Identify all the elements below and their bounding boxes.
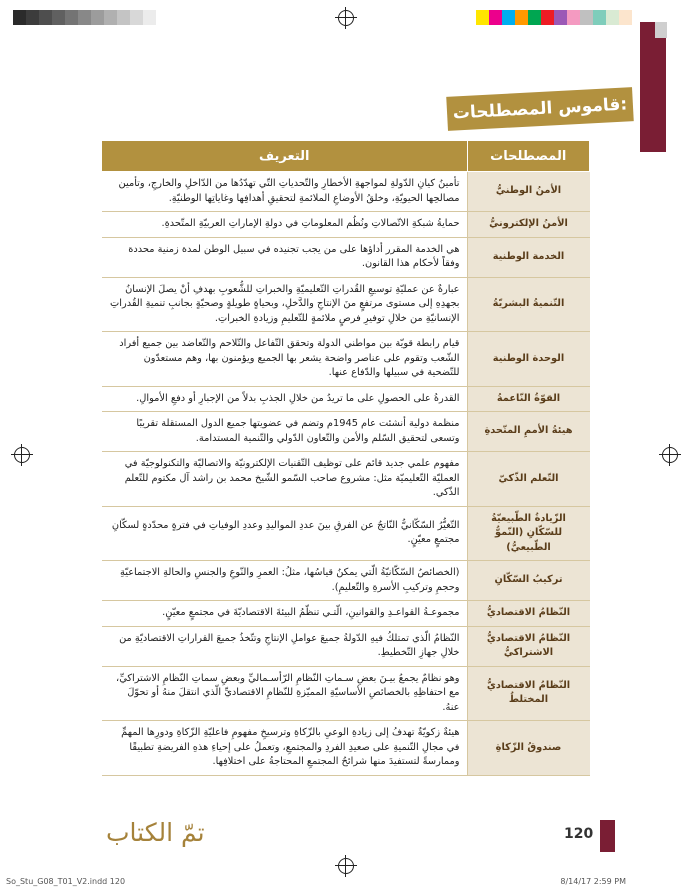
term-cell: الزّيادةُ الطّبيعيّةُ للسّكّانِ (النّموُّ الطّبيعيُّ) xyxy=(467,506,590,561)
glossary-row xyxy=(102,172,590,212)
color-swatch xyxy=(567,10,580,25)
grayscale-calibration-strip xyxy=(13,10,156,25)
glossary-row xyxy=(102,626,590,666)
glossary-row xyxy=(102,506,590,561)
chapter-tab-accent xyxy=(655,22,667,38)
page-number-bar xyxy=(600,820,615,852)
glossary-row xyxy=(102,452,590,507)
definition-cell: عبارةٌ عن عمليّةِ توسيعِ القُدراتِ التّعليميّةِ والخبراتِ للشُّعوبِ بهدفِ أنْ يصلَ الإنسانُ بجهدِهِ إلى مستوى مرتفعٍ منَ الإنتاجِ والدَّخلِ، وبحياةٍ طويلةٍ وصحيّةٍ بجانبِ تنميةِ القُدراتِ الإنسانيّةِ من خلالِ توفيرِ فرصٍ ملائمةٍ للتّعليمِ وزيادةِ الخبراتِ. xyxy=(102,277,468,332)
glossary-header-row xyxy=(102,141,590,172)
glossary-row xyxy=(102,721,590,776)
glossary-row xyxy=(102,561,590,601)
color-swatch xyxy=(580,10,593,25)
definition-cell: (الخصائصُ السّكّانيّةُ الّتي يمكنُ قياسُها، مثلُ: العمرِ والنّوعِ والجنسِ والحالةِ الاجتماعيّةِ وحجمِ وتركيبِ الأسرةِ والتّعليمِ). xyxy=(102,561,468,601)
header-term: المصطلحات xyxy=(467,141,590,172)
gray-swatch xyxy=(117,10,130,25)
registration-mark-left xyxy=(14,447,30,463)
color-calibration-strip xyxy=(476,10,632,25)
color-swatch xyxy=(619,10,632,25)
glossary-row xyxy=(102,212,590,238)
gray-swatch xyxy=(104,10,117,25)
end-of-book-text: تمّ الكتاب xyxy=(106,818,205,847)
glossary-row xyxy=(102,277,590,332)
term-cell: القوّةُ النّاعمةُ xyxy=(467,386,590,412)
registration-mark-right xyxy=(662,447,678,463)
gray-swatch xyxy=(26,10,39,25)
term-cell: الأمنُ الوطنيُّ xyxy=(467,172,590,212)
registration-mark-top xyxy=(338,10,354,26)
glossary-title-banner: قاموس المصطلحات: xyxy=(446,87,634,131)
glossary-row xyxy=(102,386,590,412)
glossary-row xyxy=(102,332,590,387)
gray-swatch xyxy=(39,10,52,25)
gray-swatch xyxy=(91,10,104,25)
term-cell: الخدمة الوطنية xyxy=(467,237,590,277)
term-cell: الأمنُ الإلكترونيُّ xyxy=(467,212,590,238)
page-number: 120 xyxy=(564,826,594,842)
definition-cell: هيئةٌ زكويّةٌ تهدفُ إلى زيادةِ الوعيِ بالزّكاةِ وترسيخِ مفهومِ فاعليّةِ الزّكاةِ ودورِها المهمِّ في مجالِ التّنميةِ على صعيدِ الفردِ والمجتمعِ، وتعملُ على إحياءِ هذهِ الفريضةِ تطبيقًا وممارسةً لتستفيدَ منها شرائحُ المجتمعِ المحتاجةُ على اختلافِها. xyxy=(102,721,468,776)
definition-cell: منظمة دولية أنشئت عام 1945م وتضم في عضويتها جميع الدول المستقلة تقريبًا وتسعى لتحقيق السّلم والأمن والتّعاون الدّولي والتّنمية المستدامة. xyxy=(102,412,468,452)
color-swatch xyxy=(476,10,489,25)
color-swatch xyxy=(541,10,554,25)
definition-cell: هي الخدمة المقرر أداؤها على من يجب تجنيده في سبيل الوطن لمدة زمنية محددة وفقاً لأحكام هذا القانون. xyxy=(102,237,468,277)
definition-cell: تأمينُ كيانِ الدّولةِ لمواجهةِ الأخطارِ والتّحدياتِ التّي تهدّدُها من الدّاخلِ والخارجِ، وتأمين مصالحِها الحيويّةِ، وخلقُ الأوضاعِ الملائمةِ لتحقيقِ أهدافِها وغاياتِها الوطنيّةِ. xyxy=(102,172,468,212)
term-cell: الوحدة الوطنية xyxy=(467,332,590,387)
definition-cell: مجموعـةُ القواعـدِ والقوانينِ، الّتـي تنظّمُ البيئةَ الاقتصاديّةَ في مجتمعٍ معيّنٍ. xyxy=(102,601,468,627)
term-cell: صندوقُ الزّكاةِ xyxy=(467,721,590,776)
footer-date: 8/14/17 2:59 PM xyxy=(560,877,626,886)
gray-swatch xyxy=(78,10,91,25)
glossary-table xyxy=(101,140,590,776)
registration-mark-bottom xyxy=(338,858,354,874)
term-cell: التّعلم الذّكيّ xyxy=(467,452,590,507)
definition-cell: التّغيُّرُ السّكّانيُّ النّاتجُ عن الفرقِ بينَ عددِ المواليدِ وعددِ الوفياتِ في فترةٍ محدّدةٍ لسكّانِ مجتمعٍ معيّنٍ. xyxy=(102,506,468,561)
gray-swatch xyxy=(52,10,65,25)
definition-cell: قيام رابطة قويّة بين مواطني الدولة وتحقق التّفاعل والتّلاحم والتّعاضد بين جميع أفراد الشّعب وتقوم على عناصر واضحة يشعر بها الجميع ويؤمنون بها، وهم مستعدّون للتّضحية في سبيلها والدّفاع عنها. xyxy=(102,332,468,387)
term-cell: النّظامُ الاقتصاديُّ xyxy=(467,601,590,627)
glossary-row xyxy=(102,666,590,721)
glossary-row xyxy=(102,237,590,277)
term-cell: التّنميةُ البشريّةُ xyxy=(467,277,590,332)
color-swatch xyxy=(528,10,541,25)
glossary-row xyxy=(102,412,590,452)
gray-swatch xyxy=(130,10,143,25)
term-cell: النّظامُ الاقتصاديُّ الاشتراكيُّ xyxy=(467,626,590,666)
definition-cell: القدرةُ على الحصولِ على ما تريدُ من خلالِ الجذبِ بدلاً من الإجبارِ أو دفعِ الأموالِ. xyxy=(102,386,468,412)
footer-file-name: So_Stu_G08_T01_V2.indd 120 xyxy=(6,877,126,886)
definition-cell: حمايةُ شبكةِ الاتّصالاتِ ونُظُم المعلوماتِ في دولةِ الإماراتِ العربيّةِ المتّحدةِ. xyxy=(102,212,468,238)
chapter-tab-bar xyxy=(640,22,666,152)
glossary-body xyxy=(102,172,590,776)
color-swatch xyxy=(515,10,528,25)
gray-swatch xyxy=(13,10,26,25)
term-cell: هيئةُ الأممِ المتّحدةِ xyxy=(467,412,590,452)
term-cell: تركيبُ السّكّانِ xyxy=(467,561,590,601)
color-swatch xyxy=(606,10,619,25)
definition-cell: النّظامُ الّذي تمتلكُ فيهِ الدّولةُ جميعَ عواملِ الإنتاجِ وتتّخذُ جميعَ القراراتِ الاقتصاديّةِ من خلالِ جهازِ التّخطيطِ. xyxy=(102,626,468,666)
color-swatch xyxy=(593,10,606,25)
glossary-row xyxy=(102,601,590,627)
definition-cell: وهو نظامٌ يجمعُ بيـنَ بعضِ سـماتِ النّظامِ الرّأسـماليِّ وبعضِ سماتِ النّظامِ الاشتراكيِّ، مع احتفاظِهِ بالخصائصِ الأساسيّةِ المميّزةِ للنّظامِ الاقتصاديِّ الّذي انتقلَ منهُ أو تحوّلَ عنهُ. xyxy=(102,666,468,721)
header-definition: التعريف xyxy=(102,141,468,172)
color-swatch xyxy=(489,10,502,25)
term-cell: النّظامُ الاقتصاديُّ المختلطُ xyxy=(467,666,590,721)
color-swatch xyxy=(502,10,515,25)
gray-swatch xyxy=(65,10,78,25)
color-swatch xyxy=(554,10,567,25)
gray-swatch xyxy=(143,10,156,25)
definition-cell: مفهوم علمي جديد قائم على توظيف التّقنيات الإلكترونيّة والاتصاليّة والتكنولوجيّة في العمليّة التّعليميّة مثل: مشروع صاحب السّمو الشّيخ محمد بن راشد آل مكتوم للتّعلم الذّكي. xyxy=(102,452,468,507)
